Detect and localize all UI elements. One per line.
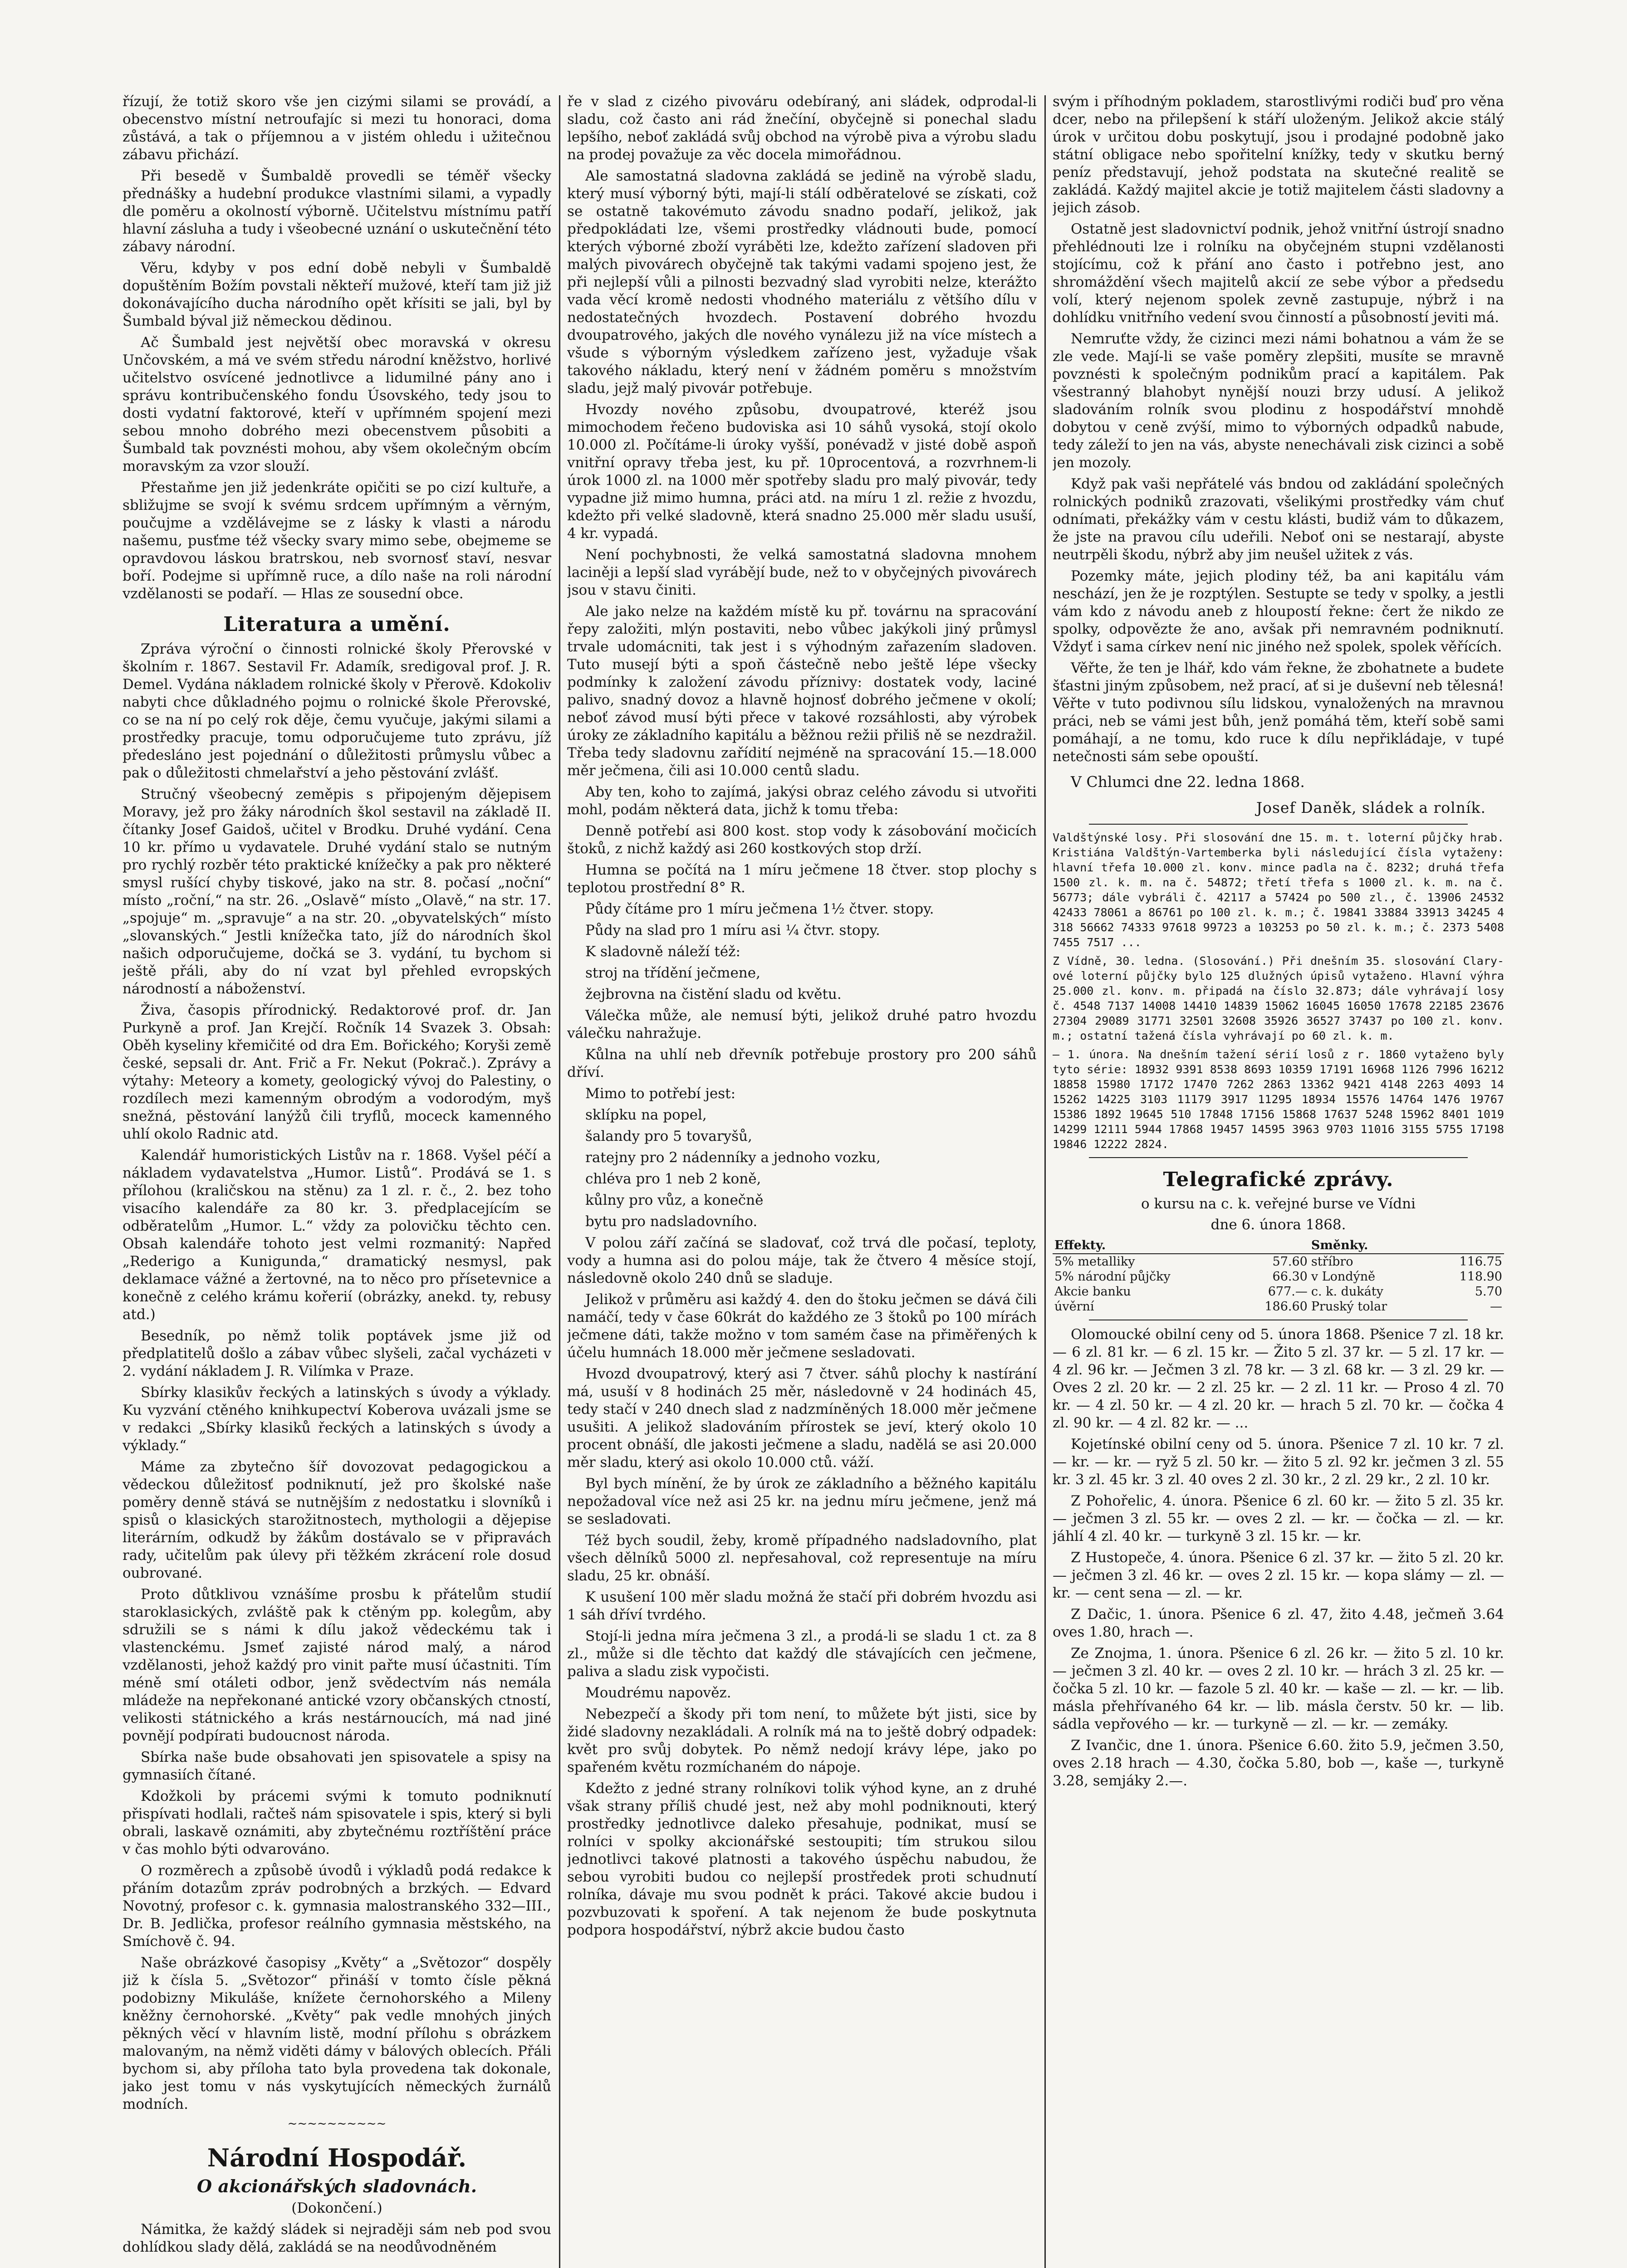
article-paragraph: Není pochybnosti, že velká samostatná sladovna mnohem laciněji a lepší slad vyrábějí bude, než to v obyčejných pivovárech jsou v stavu činiti. (567, 547, 1037, 598)
article-paragraph: Věřte, že ten je lhář, kdo vám řekne, že zbohatnete a budete šťastni jiným způsobem, než prací, ať si je duševní neb tělesná! Věřte v tuto podivnou sílu lidskou, vynaložených na mravnou práci, neb se vámi jest bůh, jenž pomáhá těm, kteří sobě sami pomáhají, a ne tomu, kdo ruce k dílu nepřikládaje, v tupé netečnosti sám sebe opouští. (1053, 660, 1504, 765)
divider (1089, 824, 1468, 825)
article-paragraph: Byl bych mínění, že by úrok ze základního a běžného kapitálu nepožadoval více než asi 25 kr. na jednu míru ječmene, jenž má se sesladovati. (567, 1476, 1037, 1527)
author-signature: Josef Daněk, sládek a rolník. (1256, 799, 1486, 816)
article-paragraph: Též bych soudil, žeby, kromě případného nadsladovního, plat všech dělníků 5000 zl. nepřesahoval, což representuje na míru sladu, 25 kr. obnáší. (567, 1532, 1037, 1584)
article-paragraph: Nemruťte vždy, že cizinci mezi námi bohatnou a vám že se zle vede. Mají-li se vaše poměry zlepšiti, musíte se mravně povznésti k společným podnikům prací a kapitálem. Pak všestranný blahobyt nynější nouzi brzy udusí. A jelikož sladováním rolník svou plodinu z hospodářství mnohdě dobytou v ceně zvýší, mimo to výborných odpadků nabude, tedy záleží to jen na vás, abyste nenechávali zisk cizinci a sobě jen mozoly. (1053, 331, 1504, 471)
market-prices: Z Pohořelic, 4. února. Pšenice 6 zl. 60 kr. — žito 5 zl. 35 kr. — ječmen 3 zl. 55 kr. — oves 2 zl. — kr. — čočka — zl. — kr. jáhlí 4 zl. 40 kr. — turkyně 3 zl. 15 kr. — kr. (1053, 1493, 1504, 1545)
market-prices: Olomoucké obilní ceny od 5. února 1868. Pšenice 7 zl. 18 kr. — 6 zl. 81 kr. — 6 zl. 15 kr. — Žito 5 zl. 37 kr. — 5 zl. 17 kr. — 4 zl. 96 kr. — Ječmen 3 zl. 78 kr. — 3 zl. 68 kr. — 3 zl. 29 kr. — Oves 2 zl. 20 kr. — 2 zl. 25 kr. — 2 zl. 11 kr. — Proso 4 zl. 70 kr. — 4 zl. 50 kr. — 4 zl. 20 kr. — hrach 5 zl. 70 kr. — čočka 4 zl. 90 kr. — 4 zl. 82 kr. — ... (1053, 1326, 1504, 1431)
column-middle (567, 93, 1037, 2268)
list-item: ratejny pro 2 nádenníky a jednoho vozku, (585, 1149, 881, 1166)
table-row: 5% metalliky 57.60 stříbro 116.75 (1054, 1255, 1502, 1269)
article-paragraph: Hvozdy nového způsobu, dvoupatrové, kteréž jsou mimochodem řečeno budoviska asi 10 sáhů vysoká, stojí okolo 10.000 zl. Počítáme-li úroky vyšší, ponévadž v jisté době aspoň vnitřní opravy třeba jest, ku př. 10procentová, a rozvrhnem-li úrok 1000 zl. na 1000 měr spotřeby sladu pro malý pivovár, tedy vypadne již mimo humna, práci atd. na míru 1 zl. režie z hvozdu, kdežto při velké sladovně, která snadno 25.000 měr sladu usuší, 4 kr. vypadá. (567, 401, 1037, 542)
lottery-notice: Valdštýnské losy. Při slosování dne 15. m. t. loterní půjčky hrab. Kristiána Valdštýn-Vartemberka byli následující čísla vytaženy: hlavní třefa 10.000 zl. konv. mince padla na č. 8232; druhá třefa 1500 zl. k. m. na č. 54872; třetí třefa s 1000 zl. k. m. na č. 56773; dále vybráli č. 42117 a 57424 po 500 zl., č. 13906 24532 42433 78061 a 86761 po 100 zl. k. m.; č. 19841 33884 33913 34245 4 318 56662 74333 97618 99723 a 103253 po 50 zl. k. m.; č. 2373 5408 7455 7517 ... (1053, 831, 1504, 949)
list-item: sklípku na popel, (585, 1107, 707, 1123)
list-item: kůlny pro vůz, a konečně (585, 1192, 764, 1208)
article-paragraph: Ač Šumbald jest největší obec moravská v okresu Unčovském, a má ve svém středu národní kněžstvo, horlivé učitelstvo osvícené jednotlivce a lidumilné pány ano i správu kontribučenského fondu Úsovského, tedy jsou to dosti vydatní faktorové, kteří v upřímném spojení mezi sebou mnoho dobrého mezi obecenstvem působiti a Šumbald tak povznésti mohou, aby všem okolečným obcím moravským za vzor slouží. (123, 334, 551, 474)
article-continued-note: (Dokončení.) (291, 2200, 382, 2216)
data-item: Válečka může, ale nemusí býti, jelikož druhé patro hvozdu válečku nahražuje. (567, 1007, 1037, 1041)
article-paragraph: K usušení 100 měr sladu možná že stačí při dobrém hvozdu asi 1 sáh dříví tvrdého. (567, 1589, 1037, 1623)
data-item: Denně potřebí asi 800 kost. stop vody k zásobování močicích štoků, z nichž každý asi 260 kostkových stop drží. (567, 823, 1037, 857)
article-paragraph: ře v slad z cizého pivováru odebíraný, ani sládek, odprodal-li sladu, což často ani rád žnečíní, obyčejně si ponechal sladu lepšího, neboť zakládá svůj obchod na výrobě piva a výrobu sladu na prodej považuje za věc docela mimořádnou. (567, 93, 1037, 163)
column-right (1053, 93, 1504, 2268)
article-paragraph: Námitka, že každý sládek si nejraději sám neb pod svou dohlídkou slady dělá, zakládá se na neodůvodněném (123, 2221, 551, 2255)
column-header-smenky: Směnky. (1309, 1237, 1432, 1254)
data-item: Půdy na slad pro 1 míru asi ¼ čtvr. stopy. (585, 922, 880, 938)
review-paragraph: O rozměrech a způsobě úvodů i výkladů podá redakce k přáním dotazům zpráv podrobných a brzkých. — Edvard Novotný, profesor c. k. gymnasia malostranského 332—III., Dr. B. Jedlička, profesor reálního gymnasia městského, na Smíchově č. 94. (123, 1862, 551, 1950)
table-row: Akcie banku 677.— c. k. dukáty 5.70 (1054, 1285, 1502, 1299)
article-paragraph: řízují, že totiž skoro vše jen cizými silami se provádí, a obecenstvo místní netroufajíc si mezi tu honoraci, doma zůstává, a tak o příjemnou a v jistém ohledu i užitečnou zábavu přichází. (123, 93, 551, 163)
list-item: stroj na třídění ječmene, (585, 965, 760, 981)
article-paragraph: Přestaňme jen již jedenkráte opičiti se po cizí kultuře, a sbližujme se svojí k svému srdcem upřímným a věrným, poučujme a vzdělávejme se z lásky k vlasti a národu našemu, pusťme též všecky svary mimo sebe, obejmeme se opravdovou láskou bratrskou, neb svornosť staví, nesvar boří. Podejme si upřímně ruce, a dílo naše na roli národní vzdělanosti se podaří. — Hlas ze sousední obce. (123, 479, 551, 602)
article-paragraph: Stojí-li jedna míra ječmena 3 zl., a prodá-li se sladu 1 ct. za 8 zl., může si dle těchto dat každý dle stávajících cen ječmene, paliva a sladu zisk vypočisti. (567, 1628, 1037, 1680)
review-paragraph: Sbírky klasikův řeckých a latinských s úvody a výklady. Ku vyzvání ctěného knihkupectví Koberova uvázali jsme se v redakci „Sbírky klasiků řeckých a latinských s úvody a výklady.“ (123, 1384, 551, 1454)
list-item: šalandy pro 5 tovaryšů, (585, 1128, 752, 1144)
market-prices: Z Hustopeče, 4. února. Pšenice 6 zl. 37 kr. — žito 5 zl. 20 kr. — ječmen 3 zl. 46 kr. — oves 2 zl. 15 kr. — kopa slámy — zl. — kr. — cent sena — zl. — kr. (1053, 1549, 1504, 1601)
article-paragraph: Hvozd dvoupatrový, který asi 7 čtver. sáhů plochy k nastírání má, usuší v 8 hodinách 25 měr, následovně v 24 hodinách 45, tedy stačí v 240 dnech slad z nadzmíněných 18.000 měr ječmene usušiti. A jelikož sladováním přírostek se jeví, který okolo 10 procent obnáší, dle jakosti ječmene a sladu, nadělá se asi 20.000 měr sladu, který asi okolo 10.000 ctů. váží. (567, 1366, 1037, 1471)
section-heading-telegraph: Telegrafické zprávy. (1163, 1168, 1394, 1191)
review-paragraph: Kalendář humoristických Listův na r. 1868. Vyšel péčí a nákladem vydavatelstva „Humor. Listů“. Prodává se 1. s přílohou (kraličskou na stěnu) za 1 zl. r. č., 2. bez toho visacího kalendáře za 80 kr. 3. předplacejícím se odběratelům „Humor. L.“ vždy za polovičku těchto cen. Obsah kalendáře tohoto jest velmi rozmanitý: Napřed „Rederigo a Kunigunda,“ dramatický nesmysl, pak deklamace vážné a žertovné, na to něco pro přísetevnice a konečně z celého krámu kořerií (obrázky, anekd. ty, rebusy atd.) (123, 1147, 551, 1323)
data-item: Mimo to potřebí jest: (585, 1085, 736, 1102)
article-paragraph: Ostatně jest sladovnictví podnik, jehož vnitřní ústrojí snadno přehlédnouti lze i rolníku na obyčejném stupni vzdělanosti stojícímu, což k přání ano často i potřebno jest, ano shromáždění všech majitelů akcií ze sebe výbor a předsedu volí, který nejenom spolek zevně zastupuje, nýbrž i na dohlídku vnitřního vedení svou činností a působností jeviti má. (1053, 221, 1504, 326)
review-paragraph: Zpráva výroční o činnosti rolnické školy Přerovské v školním r. 1867. Sestavil Fr. Adamík, sredigoval prof. J. R. Demel. Vydána nákladem rolnické školy v Přerově. Kdokoliv nabyti chce důkladného pojmu o rolnické škole Přerovské, co se na ní po celý rok děje, čemu vyučuje, jakými silami a prostředky pracuje, tomu odporučujeme tuto zprávu, jíž předesláno jest pojednání o důležitosti průmyslu vůbec a pak o důležitosti chmelařství a jeho pěstování zvlášť. (123, 641, 551, 781)
article-paragraph: Ale jako nelze na každém místě ku př. továrnu na spracování řepy založiti, mlýn postaviti, nebo vůbec jakýkoli jiný průmysl trvale udomácniti, tak jest i s výhodným zařazením sladoven. Tuto musejí býti a spoň částečně nebo ještě lépe všecky podmínky k založení závodu příznivy: dostatek vody, laciné palivo, snadný dovoz a hlavně hojnosť dobrého ječmene v okolí; neboť závod musí býti přece v takové rozsáhlosti, aby výrobek úroky ze základního kapitálu a běžnou režii přiliš ně se nezdražil. Třeba tedy sladovnu zařídití nejméně na spracování 15.—18.000 měr ječmena, čili asi 10.000 centů sladu. (567, 603, 1037, 779)
telegraph-subtitle: o kursu na c. k. veřejné burse ve Vídni (1141, 1196, 1416, 1212)
lottery-notice: Z Vídně, 30. ledna. (Slosování.) Při dnešním 35. slosování Clary-ové loterní půjčky bylo 125 dlužných úpisů vytaženo. Hlavní výhra 25.000 zl. konv. m. připadá na číslo 32.873; dále vyhrávají losy č. 4548 7137 14008 14410 14839 15062 16045 16050 17678 22185 23676 27304 29089 31771 32501 32608 35926 36527 37437 po 100 zl. konv. m.; ostatní tažená čísla vyhrávají po 60 zl. k. m. (1053, 954, 1504, 1042)
table-row: úvěrní 186.60 Pruský tolar — (1054, 1300, 1502, 1314)
divider (1089, 1157, 1468, 1158)
review-paragraph: Stručný všeobecný zeměpis s připojeným dějepisem Moravy, jež pro žáky národních škol sestavil na základě II. čítanky Josef Gaidoš, učitel v Brodku. Druhé vydání. Cena 10 kr. přímo u vydavatele. Druhé vydání stalo se nutným pro rychlý rozběr této praktické knížečky a pak pro některé smysl rušící chyby tiskové, jako na str. 8. počasí „noční“ místo „roční,“ na str. 26. „Oslavě“ místo „Olavě,“ na str. 17. „spojuje“ m. „spravuje“ a na str. 20. „obyvatelských“ místo „slovanských.“ Jestli knížečka tato, jíž do národních škol našich odporučujeme, dočká se 3. vydání, tu bychom si ještě přáli, aby do ní vzat byl přehled evropských národností a náboženství. (123, 786, 551, 997)
column-header-effekty: Effekty. (1053, 1237, 1238, 1254)
review-paragraph: Proto důtklivou vznášíme prosbu k přátelům studií staroklasických, zvláště pak k ctěným pp. kolegům, aby sdružili se s námi k dílu jakož vědeckému tak i vlastenckému. Jsmeť zajisté národ malý, a národ vzdělanosti, jehož každý pro vinit pařte musí účastniti. Tím méně smí otáleti odbor, jenž svědectvím nás nemála mládeže na nepřekonané antické vzory občanských ctností, velikosti státnického a krás nestárnoucích, má nad jiné povnějí podpírati budoucnost národa. (123, 1586, 551, 1744)
review-paragraph: Živa, časopis přírodnický. Redaktorové prof. dr. Jan Purkyně a prof. Jan Krejčí. Ročník 14 Svazek 3. Obsah: Oběh kyseliny křemičité od dra Em. Bořického; Koryši země české, sepsali dr. Ant. Frič a Fr. Nekut (Pokrač.). Zprávy a výtahy: Meteory a komety, geologický vývoj do Palestiny, o rozdílech mezi kamenným obrodým a vodorodým, myš snežná, pěstování lanýžů čili tryflů, moceck kamenného uhlí okolo Radnic atd. (123, 1002, 551, 1142)
ornament-divider: ~~~~~~~~~~ (287, 2117, 387, 2131)
review-paragraph: Sbírka naše bude obsahovati jen spisovatele a spisy na gymnasiích čítané. (123, 1749, 551, 1783)
table-row: 5% národní půjčky 66.30 v Londýně 118.90 (1054, 1270, 1502, 1284)
market-prices: Kojetínské obilní ceny od 5. února. Pšenice 7 zl. 10 kr. 7 zl. — kr. — kr. — ryž 5 zl. 50 kr. — žito 5 zl. 92 kr. ječmen 3 zl. 55 kr. 3 zl. 45 kr. 3 zl. 40 oves 2 zl. 30 kr., 2 zl. 29 kr., 2 zl. 10 kr. (1053, 1436, 1504, 1488)
review-paragraph: Besedník, po němž tolik poptávek jsme již od předplatitelů došlo a zábav vůbec slyšeli, začal vycházeti v 2. vydání nákladem J. R. Vilímka v Praze. (123, 1328, 551, 1379)
market-prices: Z Ivančic, dne 1. února. Pšenice 6.60. žito 5.9, ječmen 3.50, oves 2.18 hrach — 4.30, čočka 5.80, bob —, kaše —, turkyně 3.28, semjáky 2.—. (1053, 1737, 1504, 1789)
article-paragraph: Aby ten, koho to zajímá, jakýsi obraz celého závodu si utvořiti mohl, podám některá data, jichž k tomu třeba: (567, 784, 1037, 818)
article-paragraph: Věru, kdyby v pos ední době nebyli v Šumbaldě dopuštěním Božím povstali někteří mužové, kteří tam již již dokonávajícího ducha národního opět křísiti se jali, byl by Šumbald býval již německou dědinou. (123, 260, 551, 329)
market-prices: Ze Znojma, 1. února. Pšenice 6 zl. 26 kr. — žito 5 zl. 10 kr. — ječmen 3 zl. 40 kr. — oves 2 zl. 10 kr. — hrách 3 zl. 25 kr. — čočka 5 zl. 10 kr. — fazole 5 zl. 40 kr. — kaše — zl. — kr. — lib. másla přehřívaného 64 kr. — lib. másla čerstv. 50 kr. — lib. sádla vepřového — kr. — turkyně — zl. — kr. — zemáky. (1053, 1645, 1504, 1732)
article-title: O akcionářských sladovnách. (197, 2176, 477, 2196)
article-dateline: V Chlumci dne 22. ledna 1868. (1071, 773, 1305, 791)
telegraph-date: dne 6. února 1868. (1210, 1217, 1346, 1233)
section-heading-literature: Literatura a umění. (223, 613, 451, 636)
exchange-rate-table (1053, 1237, 1504, 1314)
article-paragraph: Pozemky máte, jejich plodiny též, ba ani kapitálu vám neschází, jen že je rozptýlen. Sestupte se tedy v spolky, a jestli vám kdo z návodu aneb z hloupostí řekne: čert že nikdo ze spolky, odpovězte že ano, avšak při nemravném podniknutí. Vždyť i sama církev není nic jiného než spolek, spolek věřících. (1053, 568, 1504, 655)
article-paragraph: Ale samostatná sladovna zakládá se jedině na výrobě sladu, který musí výborný býti, mají-li stálí odběratelové se získati, což se ostatně takovémuto závodu snadno podaří, jelikož, jak předpokládati lze, všemi prostředky vládnouti bude, pomocí kterých výborné zboží vyráběti lze, kdežto zařízení sladoven při malých pivovárech obyčejně tak takými vadami spojeno jest, že při nejlepší vůli a pilnosti bezvadný slad vyrobiti nelze, kterážto vada věcí kromě nedosti vhodného materiálu z většího dílu v nedostatečných hvozdech. Postavení dobrého hvozdu dvoupatrového, jakých dle nového vynálezu již na více místech a všude s výborným výsledkem zařízeno jest, vyžaduje však takového nákladu, který není v žádném poměru s množstvím sladu, jejž malý pivovár potřebuje. (567, 168, 1037, 396)
column-divider (1044, 95, 1046, 2268)
data-item: K sladovně náleží též: (585, 943, 740, 960)
data-item: Humna se počítá na 1 míru ječmene 18 čtver. stop plochy s teplotou prostřední 8° R. (567, 862, 1037, 896)
review-paragraph: Naše obrázkové časopisy „Květy“ a „Světozor“ dospěly již k čísla 5. „Světozor“ přináší v tomto čísle pěkná podobizny Mikuláše, knížete černohorského a Mileny kněžny černohorské. „Květy“ pak vedle mnohých jiných pěkných věcí v hlavním listě, modní přílohu s obrázkem malovaným, na němž viděti dámy v bálových oblecích. Přáli bychom si, aby příloha tato byla provedena tak dokonale, jako jest tomu v nás vyskytujících německých žurnálů modních. (123, 1955, 551, 2112)
list-item: chléva pro 1 neb 2 koně, (585, 1171, 761, 1187)
article-paragraph: Moudrému napověz. (585, 1685, 731, 1701)
data-item: Kůlna na uhlí neb dřevník potřebuje prostory pro 200 sáhů dříví. (567, 1046, 1037, 1080)
list-item: žejbrovna na čistění sladu od květu. (585, 986, 842, 1002)
column-left (123, 93, 551, 2268)
list-item: bytu pro nadsladovního. (585, 1213, 758, 1230)
article-paragraph: V polou září začíná se sladovať, což trvá dle počasí, teploty, vody a humna asi do polou máje, tak že čtvero 4 měsíce stojí, následovně okolo 240 dnů se sladuje. (567, 1235, 1037, 1286)
article-paragraph: Když pak vaši nepřátelé vás bndou od zakládání společných rolnických podniků zrazovati, všelikými prostředky vám chuť odnímati, překážky vám v cestu klásti, budiž vám to důkazem, že jste na pravou cílu udeřili. Neboť oni se nestarají, abyste neutrpěli škodu, nýbrž aby jim neušel užitek z vás. (1053, 476, 1504, 563)
article-paragraph: Nebezpečí a škody při tom není, to můžete být jisti, sice by židé sladovny nezakládali. A rolník má na to ještě dobrý odpadek: květ pro svůj dobytek. Po němž nedojí krávy lépe, jako po spařeném květu rozmíchaném do nápoje. (567, 1706, 1037, 1775)
column-divider (559, 95, 560, 2268)
data-item: Půdy čítáme pro 1 míru ječmena 1½ čtver. stopy. (585, 901, 934, 917)
market-prices: Z Dačic, 1. února. Pšenice 6 zl. 47, žito 4.48, ječmeň 3.64 oves 1.80, hrach —. (1053, 1606, 1504, 1640)
article-paragraph: Jelikož v průměru asi každý 4. den do štoku ječmen se dává čili namáčí, tedy v čase 60krát do každého ze 3 štoků po 100 mírách ječmene dáti, takže možno v tom samém čase na přiměřených k účelu humnách 18.000 měr ječmene sesladovati. (567, 1291, 1037, 1361)
section-heading-economy: Národní Hospodář. (207, 2143, 467, 2172)
review-paragraph: Kdožkoli by prácemi svými k tomuto podniknutí přispívati hodlali, račteš nám spisovatele i spis, který si byli obrali, laskavě oznámiti, aby zbytečnému roztříštění práce v čas mohlo býti odvarováno. (123, 1788, 551, 1857)
article-paragraph: Při besedě v Šumbaldě provedli se téměř všecky přednášky a hudební produkce vlastními silami, a vypadly dle poměru a okolností výborně. Učitelstvu místnímu patří hlavní zásluha a tudy i všeobecné uznání o uskutečnění této zábavy národní. (123, 168, 551, 255)
article-paragraph: svým i příhodným pokladem, starostlivými rodiči buď pro věna dcer, nebo na přilepšení k stáří uloženým. Jelikož akcie stálý úrok v určitou dobu poskytují, jsou i prodajné podobně jako státní obligace nebo spořitelní knížky, tedy v skutku berný peníz představují, jehož podstata na skutečné realitě se zakládá. Každý majitel akcie je totiž majitelem části sladovny a jejich zásob. (1053, 93, 1504, 216)
article-paragraph: Kdežto z jedné strany rolníkovi tolik výhod kyne, an z druhé však strany příliš chudé jest, než aby mohl podniknouti, který prostředky jednotlivce daleko přesahuje, podnikat, musí se rolníci v spolky akcionářské sestoupiti; tím strukou silou jednotlivci takové platnosti a takového úspěchu nabudou, že sebou vyrobiti budou co nejlepší prostředek proti schudnutí rolníka, dávaje mu svou podnět k práci. Takové akcie budou i pozvbuzovati k spoření. A tak nejenom že bude poskytnuta podpora hospodářství, nýbrž akcie budou často (567, 1780, 1037, 1938)
lottery-notice: — 1. února. Na dnešním tažení sérií losů z r. 1860 vytaženo byly tyto série: 18932 9391 8538 8693 10359 17191 16968 1126 7996 16212 18858 15980 17172 17470 7262 2863 13362 9421 4148 2263 4093 14 15262 14225 3103 11179 3917 11295 18934 15576 14764 1476 19767 15386 1892 19645 510 17848 17156 15868 17637 5248 15962 8401 1019 14299 12111 5944 17868 19457 14595 3963 9703 11016 3155 5755 17198 19846 12222 2824. (1053, 1048, 1504, 1151)
review-paragraph: Máme za zbytečno šíř dovozovat pedagogickou a vědeckou důležitosť podniknutí, jež pro školské naše poměry denně stává se nutnějším z nedostatku i slovníků i spisů o klasických starožitnostech, mythologii a dějepise literárním, odkudž by žákům dostávalo se v připravách rady, učitelům pak úlevy při těžkém zkrácení role dosud oubrované. (123, 1459, 551, 1581)
